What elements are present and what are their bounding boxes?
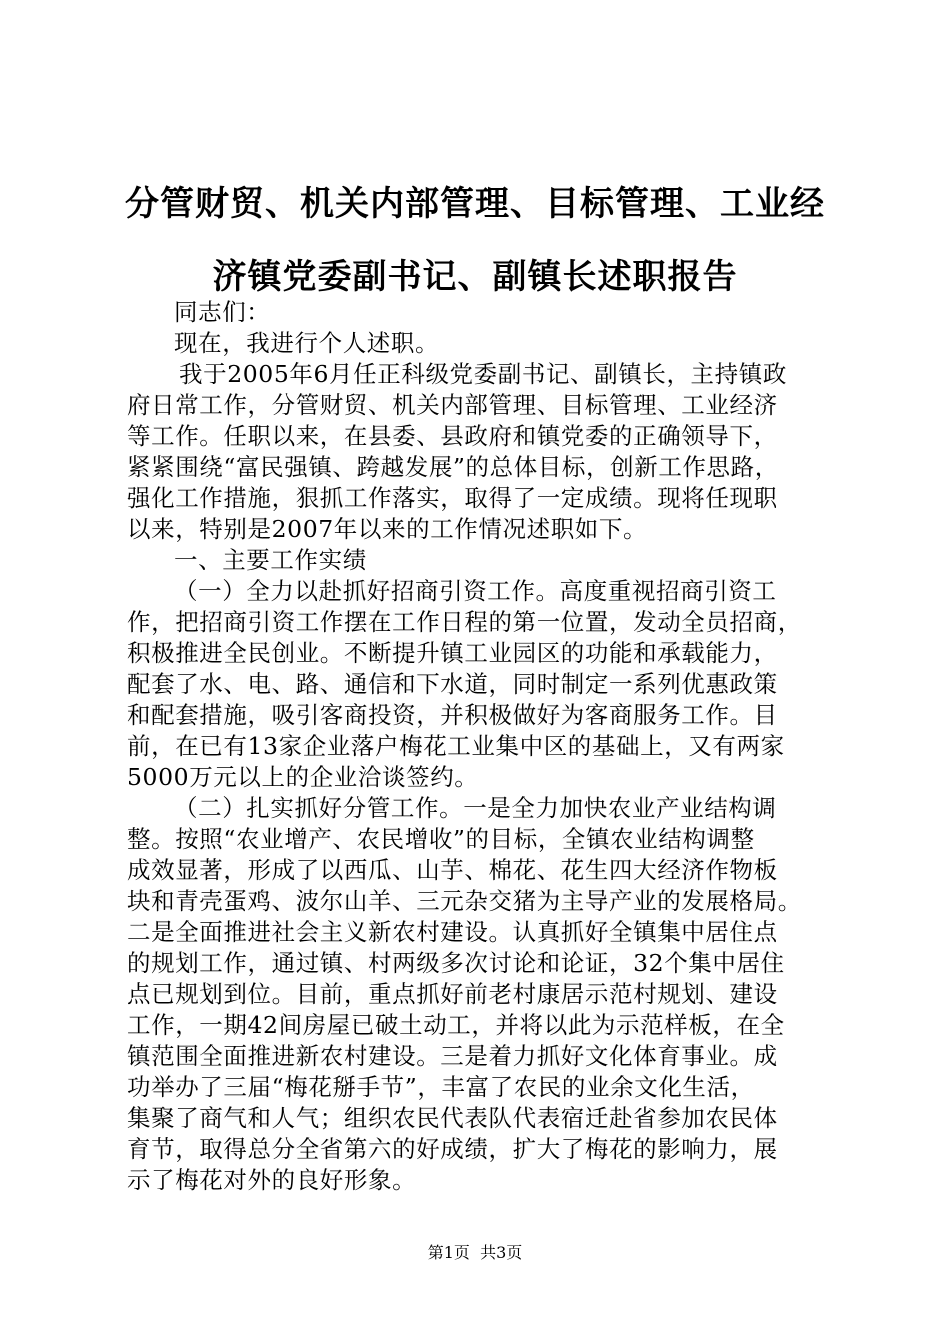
paragraph-line: 镇范围全面推进新农村建设。三是着力抓好文化体育事业。成 [127, 1042, 778, 1070]
document-title [100, 168, 850, 314]
paragraph-line: 以来，特别是2007年以来的工作情况述职如下。 [127, 515, 648, 543]
paragraph-line: 积极推进全民创业。不断提升镇工业园区的功能和承载能力， [127, 639, 778, 667]
document-body [127, 297, 837, 1196]
salutation: 同志们： [174, 298, 271, 326]
paragraph-line: 点已规划到位。目前，重点抓好前老村康居示范村规划、建设 [127, 980, 778, 1008]
paragraph-line: 5000万元以上的企业洽谈签约。 [127, 763, 479, 791]
paragraph-line: 和配套措施，吸引客商投资，并积极做好为客商服务工作。目 [127, 701, 778, 729]
paragraph-line: 的规划工作，通过镇、村两级多次讨论和论证，32个集中居住 [127, 949, 785, 977]
paragraph-line: 我于2005年6月任正科级党委副书记、副镇长，主持镇政 [179, 360, 787, 388]
paragraph-line: 示了梅花对外的良好形象。 [127, 1166, 417, 1194]
paragraph-line: 集聚了商气和人气；组织农民代表队代表宿迁赴省参加农民体 [127, 1104, 778, 1132]
paragraph-line: 府日常工作，分管财贸、机关内部管理、目标管理、工业经济 [127, 391, 778, 419]
page-footer: 第1页 共3页 [427, 1243, 523, 1262]
paragraph-line: 功举办了三届“梅花掰手节”，丰富了农民的业余文化生活， [127, 1073, 755, 1101]
paragraph-line: 作，把招商引资工作摆在工作日程的第一位置，发动全员招商， [127, 608, 802, 636]
paragraph-line: 现在，我进行个人述职。 [174, 329, 440, 357]
paragraph-line: 强化工作措施，狠抓工作落实，取得了一定成绩。现将任现职 [127, 484, 778, 512]
paragraph-line: 二是全面推进社会主义新农村建设。认真抓好全镇集中居住点 [127, 918, 778, 946]
title-line-2: 济镇党委副书记、副镇长述职报告 [212, 257, 738, 297]
paragraph-line: 育节，取得总分全省第六的好成绩，扩大了梅花的影响力，展 [127, 1135, 778, 1163]
paragraph-line: 等工作。任职以来，在县委、县政府和镇党委的正确领导下， [127, 422, 778, 450]
paragraph-line: （二）扎实抓好分管工作。一是全力加快农业产业结构调 [174, 794, 777, 822]
paragraph-line: 紧紧围绕“富民强镇、跨越发展”的总体目标，创新工作思路， [127, 453, 779, 481]
paragraph-line: 配套了水、电、路、通信和下水道，同时制定一系列优惠政策 [127, 670, 778, 698]
paragraph-line: （一）全力以赴抓好招商引资工作。高度重视招商引资工 [174, 577, 777, 605]
title-line-1: 分管财贸、机关内部管理、目标管理、工业经 [125, 184, 825, 224]
paragraph-line: 块和青壳蛋鸡、波尔山羊、三元杂交猪为主导产业的发展格局。 [127, 887, 802, 915]
paragraph-line: 成效显著，形成了以西瓜、山芋、棉花、花生四大经济作物板 [127, 856, 778, 884]
paragraph-line: 整。按照“农业增产、农民增收”的目标，全镇农业结构调整 [127, 825, 755, 853]
paragraph-line: 前，在已有13家企业落户梅花工业集中区的基础上，又有两家 [127, 732, 785, 760]
section-heading: 一、主要工作实绩 [174, 546, 367, 574]
paragraph-line: 工作，一期42间房屋已破土动工，并将以此为示范样板，在全 [127, 1011, 785, 1039]
